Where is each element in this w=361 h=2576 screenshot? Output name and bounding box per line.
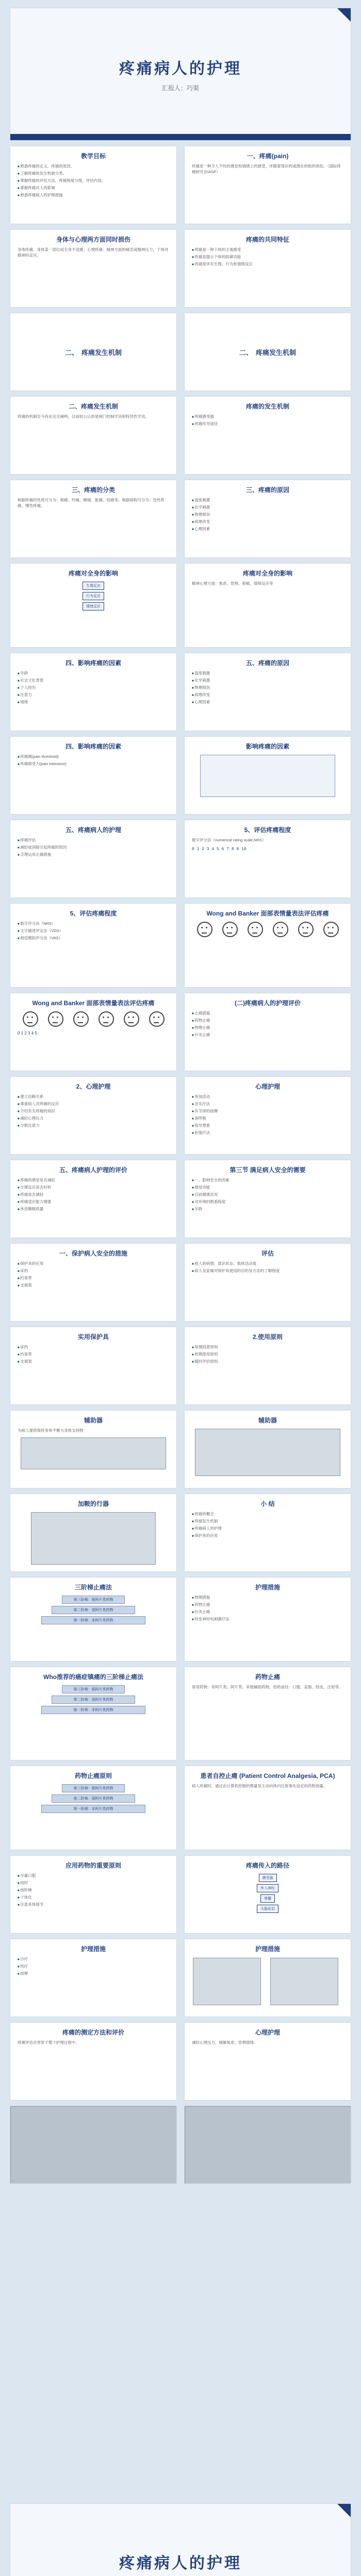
list-item: ■ 注意力 xyxy=(18,692,169,699)
face-icon xyxy=(124,1011,139,1027)
ladder-step: 第三阶梯：强阿片类药物 xyxy=(62,1596,125,1604)
impact-diagram xyxy=(10,581,176,612)
slide-body: 为病人提供保持身体平衡与身体支持物 xyxy=(18,1428,84,1433)
list-item: ■ 疼痛适应能力增强 xyxy=(18,1199,169,1206)
equipment-image xyxy=(193,1958,261,2005)
slide-pain-path xyxy=(185,1856,351,1933)
slide-title: 心理护理 xyxy=(255,2029,280,2036)
slide-title: 疼痛传入的路径 xyxy=(245,1862,289,1869)
slide-protective-gear xyxy=(10,1327,176,1404)
slide-title: (二)疼痛病人的护理评价 xyxy=(235,999,301,1007)
diagram-node: 传入神经 xyxy=(257,1884,278,1892)
slide-walker xyxy=(10,1494,176,1571)
list-item: ■ 心理因素 xyxy=(192,526,343,533)
list-item: ■ 数字评分法（NRS） xyxy=(18,921,169,927)
list-item: ■ 知情同意原则 xyxy=(192,1344,343,1351)
list-item: ■ 疼痛是一种个体的主观感受 xyxy=(192,247,343,253)
ladder-step: 第一阶梯：非阿片类药物 xyxy=(41,1616,145,1624)
list-item: ■ 情绪 xyxy=(18,699,169,706)
list-item: ■ 药物止痛 xyxy=(192,1602,343,1608)
list-item: ■ 针灸止痛 xyxy=(192,1609,343,1616)
slide-title: 三、疼痛的原因 xyxy=(245,486,289,494)
list-item: ■ 疼痛的概念 xyxy=(192,1511,343,1518)
list-item: ■ 深呼吸 xyxy=(192,1115,343,1122)
equipment-image xyxy=(270,1958,338,2005)
slide-safety-measures xyxy=(10,1244,176,1321)
slide-title: 2.使用原则 xyxy=(252,1333,283,1341)
list-item: ■ 分散注意力 xyxy=(18,1123,169,1129)
ladder-step: 第二阶梯：弱阿片类药物 xyxy=(52,1794,135,1803)
list-item: ■ 病人的病情、意识状态、肢体活动度 xyxy=(192,1261,343,1267)
slide-care-measures-images xyxy=(185,1939,351,2016)
walker-image xyxy=(31,1512,156,1565)
slide-title: 患者自控止痛 (Patient Control Analgesia, PCA) xyxy=(200,1772,335,1780)
slide-title: 四、影响疼痛的因素 xyxy=(65,659,121,667)
list-item: ■ 物理损伤 xyxy=(192,512,343,518)
list-item: ■ 保护具的应用 xyxy=(192,1533,343,1539)
slide-body: 常用药物：非阿片类、阿片类、其他辅助药物。给药途径：口服、直肠、经皮、注射等。 xyxy=(192,1685,343,1689)
slide-body: 疼痛评估应贯穿于整个护理过程中。 xyxy=(18,2040,79,2045)
slide-title: 疼痛对全身的影响 xyxy=(68,570,118,577)
list-item: ■ 病理改变 xyxy=(192,692,343,699)
list-item: ■ 尊重病人对疼痛的反应 xyxy=(18,1101,169,1108)
list-item: ■ 病理改变 xyxy=(192,519,343,526)
ladder-step: 第二阶梯：弱阿片类药物 xyxy=(52,1696,135,1704)
slide-title: 应用药物的重要原则 xyxy=(65,1862,121,1869)
face-icon xyxy=(323,922,339,937)
list-item: ■ 疼痛发生机制 xyxy=(192,1518,343,1525)
slide-title: 四、影响疼痛的因素 xyxy=(65,743,121,750)
ladder-diagram xyxy=(10,1783,176,1814)
slide-title: 辅助器 xyxy=(258,1417,277,1424)
list-item: ■ 疼痛的感觉是否减轻 xyxy=(18,1177,169,1184)
slide-title: 一、疼痛(pain) xyxy=(247,152,289,160)
slide-drug-analgesia xyxy=(185,1667,351,1760)
slide-title: 护理措施 xyxy=(80,1945,106,1953)
face-scale: 0 1 2 3 4 5 xyxy=(18,1031,37,1036)
list-item: ■ 休息睡眠质量 xyxy=(18,1206,169,1213)
list-item: ■ 合理运用止痛措施 xyxy=(18,852,169,858)
list-item: ■ 温度刺激 xyxy=(192,497,343,504)
list-item: ■ 掌握疼痛对人的影响 xyxy=(18,185,169,192)
section-title: 疼痛发生机制 xyxy=(256,348,297,357)
list-item: ■ 建立信赖关系 xyxy=(18,1094,169,1100)
slide-psych-care-2 xyxy=(185,1077,351,1154)
slide-title: 药物止痛原则 xyxy=(74,1772,112,1780)
list-item: ■ 疼痛是提示个体的防御功能 xyxy=(192,254,343,261)
diagram-node: 脊髓 xyxy=(260,1894,275,1903)
list-item: ■ 指导想象 xyxy=(192,1123,343,1129)
slide-title: 五、疼痛的原因 xyxy=(245,659,289,667)
list-item: ■ 年龄 xyxy=(18,670,169,677)
face-icon xyxy=(99,1011,114,1027)
section-number: 二、 xyxy=(239,348,253,357)
cover-band xyxy=(10,134,351,140)
list-item: ■ 个体化 xyxy=(18,1894,169,1901)
slide-section-mechanism xyxy=(10,313,176,391)
list-item: ■ 年龄 xyxy=(192,1206,343,1213)
ladder-step: 第二阶梯：弱阿片类药物 xyxy=(52,1606,135,1614)
slide-body: 疼痛的机制至今尚未完全阐明，目前较公认的是闸门控制学说和特异性学说。 xyxy=(18,414,149,419)
slide-title: 一、保护病人安全的措施 xyxy=(59,1250,127,1257)
slide-title: 三阶梯止痛法 xyxy=(74,1584,112,1591)
list-item: ■ 药物止痛 xyxy=(192,1018,343,1024)
slide-care-measures xyxy=(10,1939,176,2016)
slide-assessment xyxy=(185,1244,351,1321)
list-item: ■ 参加活动 xyxy=(192,1094,343,1100)
slide-aids-2 xyxy=(185,1411,351,1488)
list-item: ■ 疼痛是否减轻 xyxy=(18,1192,169,1198)
face-icon xyxy=(273,922,288,937)
slide-common-features xyxy=(185,230,351,307)
list-item: ■ 心理因素 xyxy=(192,699,343,706)
list-item: ■ 个人经历 xyxy=(18,685,169,691)
list-item: ■ 有节律的按摩 xyxy=(192,1108,343,1115)
corner-decoration xyxy=(337,8,351,22)
slide-measurement xyxy=(10,2023,176,2100)
list-item: ■ 冷疗 xyxy=(18,1956,169,1963)
aids-image xyxy=(21,1437,166,1469)
list-item: ■ 疼痛评估 xyxy=(18,837,169,844)
slide-psych-support xyxy=(185,2023,351,2100)
list-item: ■ 按摩 xyxy=(18,1971,169,1977)
list-item: ■ 疼痛传导途径 xyxy=(192,421,343,428)
diagram-node: 情绪反应 xyxy=(83,602,104,611)
end-title: 疼痛病人的护理 xyxy=(119,2555,242,2572)
slide-section-mechanism-2 xyxy=(185,313,351,391)
list-item: ■ 熟悉疼痛病人的护理措施 xyxy=(18,192,169,199)
list-item: ■ 病人及家属对保护具使用的目的及方法的了解程度 xyxy=(192,1268,343,1275)
slide-mechanism-occurrence xyxy=(185,397,351,474)
list-item: ■ 松弛疗法 xyxy=(192,1130,343,1137)
scale-label: 数字评分法（numerical rating scale,NRS） xyxy=(192,838,266,842)
slide-title: 护理措施 xyxy=(255,1945,280,1953)
face-icon xyxy=(23,1011,38,1027)
slide-drug-rules xyxy=(10,1856,176,1933)
list-item: ■ 物理损伤 xyxy=(192,685,343,691)
slide-pca xyxy=(185,1766,351,1850)
slide-threshold xyxy=(10,737,176,814)
slide-aids xyxy=(10,1411,176,1488)
slide-title: 评估 xyxy=(261,1250,274,1257)
list-item: ■ 了解疼痛的发生机制分类。 xyxy=(18,171,169,177)
slide-title: 疼痛对全身的影响 xyxy=(242,570,292,577)
slide-title: 影响疼痛的因素 xyxy=(245,743,289,750)
slide-who-ladder xyxy=(10,1667,176,1760)
face-icon xyxy=(48,1011,63,1027)
list-item: ■ 生理反应是否好转 xyxy=(18,1184,169,1191)
list-item: ■ 视觉模拟评分法（VAS） xyxy=(18,935,169,942)
slide-summary xyxy=(185,1494,351,1571)
slide-title: 心理护理 xyxy=(255,1083,280,1090)
nrs-scale: 0 1 2 3 4 5 6 7 8 9 10 xyxy=(192,847,247,852)
section-number: 二、 xyxy=(64,348,78,357)
slide-title: Wong and Banker 面部表情量表法评估疼痛 xyxy=(32,999,155,1007)
face-icon xyxy=(73,1011,89,1027)
slide-assess-methods xyxy=(10,904,176,987)
aids-image xyxy=(195,1429,340,1476)
slide-body: 精神心理方面：焦虑、恐惧、抑郁、情绪反应等 xyxy=(192,581,273,586)
slide-photo-ward xyxy=(185,2106,351,2183)
list-item: ■ 物理措施 xyxy=(192,1595,343,1601)
slide-photo-bed xyxy=(10,2106,176,2183)
slide-body-mind xyxy=(10,230,176,307)
list-item: ■ 熟悉疼痛的定义、疼痛的原因。 xyxy=(18,163,169,170)
slide-nursing xyxy=(10,820,176,897)
slide-pain-classification xyxy=(10,480,176,557)
list-item: ■ 止痛措施 xyxy=(192,1010,343,1017)
slide-body: 身体疼痛、身体某一部位或全身不适感；心理疼痛：精神方面的痛苦或精神压力，个体对精神的反应。 xyxy=(18,247,169,258)
face-icon xyxy=(197,922,212,937)
list-item: ■ 约束带 xyxy=(18,1275,169,1282)
slide-title: Wong and Banker 面部表情量表法评估疼痛 xyxy=(206,910,329,917)
slide-body: 减轻心理压力，缓解焦虑、恐惧情绪。 xyxy=(192,2040,258,2045)
slide-evaluation xyxy=(10,1160,176,1238)
bed-photo xyxy=(10,2106,176,2183)
list-item: ■ 约束带 xyxy=(18,1351,169,1358)
cover-title: 疼痛病人的护理 xyxy=(119,60,242,77)
list-item: ■ 床档 xyxy=(18,1268,169,1275)
ladder-step: 第三阶梯：强阿片类药物 xyxy=(62,1685,125,1693)
slide-title: 疼痛的发生机制 xyxy=(245,403,289,410)
list-item: ■ 床档 xyxy=(18,1344,169,1351)
slide-title: 辅助器 xyxy=(84,1417,103,1424)
list-item: ■ 疼痛常伴有生理、行为和情绪反应 xyxy=(192,261,343,268)
slide-title: 教学目标 xyxy=(80,152,106,160)
slide-mechanism-detail xyxy=(10,397,176,474)
slide-pain-definition xyxy=(185,146,351,224)
list-item: ■ 按阶梯 xyxy=(18,1887,169,1894)
list-item: ■ 支被架 xyxy=(18,1282,169,1289)
slide-title: 加鞍的行器 xyxy=(77,1500,109,1507)
slide-safety-needs xyxy=(185,1160,351,1238)
list-item: ■ 化学刺激 xyxy=(192,677,343,684)
face-icon xyxy=(298,922,314,937)
slide-body: 疼痛是一种令人不快的感觉和情绪上的感受，伴随着现存的或潜在的组织损伤。（国际疼痛研究会IASP） xyxy=(192,164,341,174)
slide-wong-banker-scale xyxy=(10,993,176,1071)
slide-nursing-measures xyxy=(185,1578,351,1661)
path-diagram xyxy=(185,1873,351,1914)
list-item: ■ 按时 xyxy=(18,1880,169,1887)
slide-wong-banker-faces xyxy=(185,904,351,987)
list-item: ■ 疼痛感受器 xyxy=(192,414,343,420)
ladder-step: 第三阶梯：强阿片类药物 xyxy=(62,1784,125,1792)
ward-photo xyxy=(185,2106,351,2183)
corner-decoration xyxy=(337,2504,351,2517)
slide-three-step xyxy=(10,1578,176,1661)
cover-reporter: 汇报人：巧渠 xyxy=(161,84,199,92)
slide-body: 病人疼痛时，通过由计算机控制的微量泵主动向体内注射事先设定的药物剂量。 xyxy=(192,1784,327,1788)
list-item: ■ 随时评价原则 xyxy=(192,1359,343,1365)
list-item: ■ 疼痛病人的护理 xyxy=(192,1526,343,1532)
slide-nrs-scale xyxy=(185,820,351,897)
slide-influence-factors xyxy=(10,653,176,731)
list-item: ■ 短期使用原则 xyxy=(192,1351,343,1358)
slide-evaluation-measures xyxy=(185,993,351,1071)
list-item: ■ 疼痛耐受力(pain tolerance) xyxy=(18,761,169,768)
slide-title: 护理措施 xyxy=(255,1584,280,1591)
list-item: ■ 掌握疼痛的评估方法、疼痛程度分级、评估内容。 xyxy=(18,178,169,184)
slide-usage-principles xyxy=(185,1327,351,1404)
slide-title: 三、疼痛的分类 xyxy=(71,486,115,494)
diagram-node: 大脑皮层 xyxy=(257,1905,278,1913)
list-item: ■ 介绍有关疼痛的知识 xyxy=(18,1108,169,1115)
list-item: ■ 社会文化背景 xyxy=(18,677,169,684)
face-icon xyxy=(222,922,238,937)
slide-title: 疼痛的共同特征 xyxy=(245,236,289,243)
list-item: ■ 温度刺激 xyxy=(192,670,343,677)
slide-pain-causes xyxy=(185,480,351,557)
face-icon xyxy=(149,1011,165,1027)
slide-body: 根据疼痛的性质可分为：刺痛、灼痛、酸痛、胀痛、绞痛等。根据病程可分为：急性疼痛、慢性疼痛。 xyxy=(18,498,165,508)
slide-title: 疼痛的测定方法和评价 xyxy=(62,2029,124,2036)
list-item: ■ 对环境的熟悉程度 xyxy=(192,1199,343,1206)
slide-body-impact-diagram xyxy=(10,564,176,647)
slide-influence-diagram xyxy=(185,737,351,814)
list-item: ■ 疼痛阈(pain threshold) xyxy=(18,754,169,760)
slide-title: 2、心理护理 xyxy=(76,1083,111,1090)
list-item: ■ 保护具的应用 xyxy=(18,1261,169,1267)
slide-title: 二、疼痛发生机制 xyxy=(68,403,118,410)
cover-slide xyxy=(10,8,351,140)
list-item: ■ 注意具体细节 xyxy=(18,1902,169,1908)
diagram-node: 生理反应 xyxy=(83,582,104,590)
list-item: ■ 音乐疗法 xyxy=(192,1101,343,1108)
end-slide xyxy=(10,2504,351,2576)
slide-teaching-goals xyxy=(10,146,176,224)
ladder-diagram xyxy=(10,1684,176,1715)
list-item: ■ 尽量口服 xyxy=(18,1873,169,1879)
slide-drug-principles xyxy=(10,1766,176,1850)
slide-title: 5、评估疼痛程度 xyxy=(70,910,117,917)
list-item: ■ 化学刺激 xyxy=(192,504,343,511)
influence-diagram xyxy=(200,755,335,797)
ladder-step: 第一阶梯：非阿片类药物 xyxy=(41,1706,145,1714)
slide-body-impact-text xyxy=(185,564,351,647)
slide-title: 实用保护具 xyxy=(77,1333,109,1341)
ladder-step: 第一阶梯：非阿片类药物 xyxy=(41,1805,145,1813)
slide-title: Who推荐的癌症镇痛的三阶梯止痛法 xyxy=(43,1673,143,1681)
diagram-node: 感受器 xyxy=(259,1874,277,1882)
section-title: 疼痛发生机制 xyxy=(81,348,122,357)
list-item: ■ 物理止痛 xyxy=(192,1025,343,1031)
list-item: ■ 减轻或消除引起疼痛的原因 xyxy=(18,844,169,851)
list-item: ■ 针灸止痛 xyxy=(192,1032,343,1039)
list-item: ■ 热疗 xyxy=(18,1963,169,1970)
slide-title: 小 结 xyxy=(260,1500,275,1507)
faces-row xyxy=(192,922,343,937)
list-item: ■ 支被架 xyxy=(18,1359,169,1365)
face-icon xyxy=(248,922,263,937)
list-item: ■ 经皮神经电刺激疗法 xyxy=(192,1616,343,1623)
list-item: ■ 一、影响安全的因素 xyxy=(192,1177,343,1184)
slide-psych-care xyxy=(10,1077,176,1154)
slide-title: 药物止痛 xyxy=(255,1673,280,1681)
list-item: ■ 减轻心理压力 xyxy=(18,1115,169,1122)
slide-title: 五、疼痛病人护理的评价 xyxy=(59,1166,127,1174)
slide-title: 身体与心理两方面同时损伤 xyxy=(56,236,130,243)
list-item: ■ 目前健康状况 xyxy=(192,1192,343,1198)
slide-pain-causes-2 xyxy=(185,653,351,731)
slide-title: 五、疼痛病人的护理 xyxy=(65,826,121,834)
list-item: ■ 感觉功能 xyxy=(192,1184,343,1191)
slide-title: 5、评估疼痛程度 xyxy=(244,826,291,834)
list-item: ■ 文字描述评定法（VDS） xyxy=(18,928,169,935)
slide-title: 第三节 满足病人安全的需要 xyxy=(229,1166,306,1174)
ladder-diagram xyxy=(10,1595,176,1625)
diagram-node: 行为反应 xyxy=(83,592,104,600)
faces-row xyxy=(18,1011,169,1027)
